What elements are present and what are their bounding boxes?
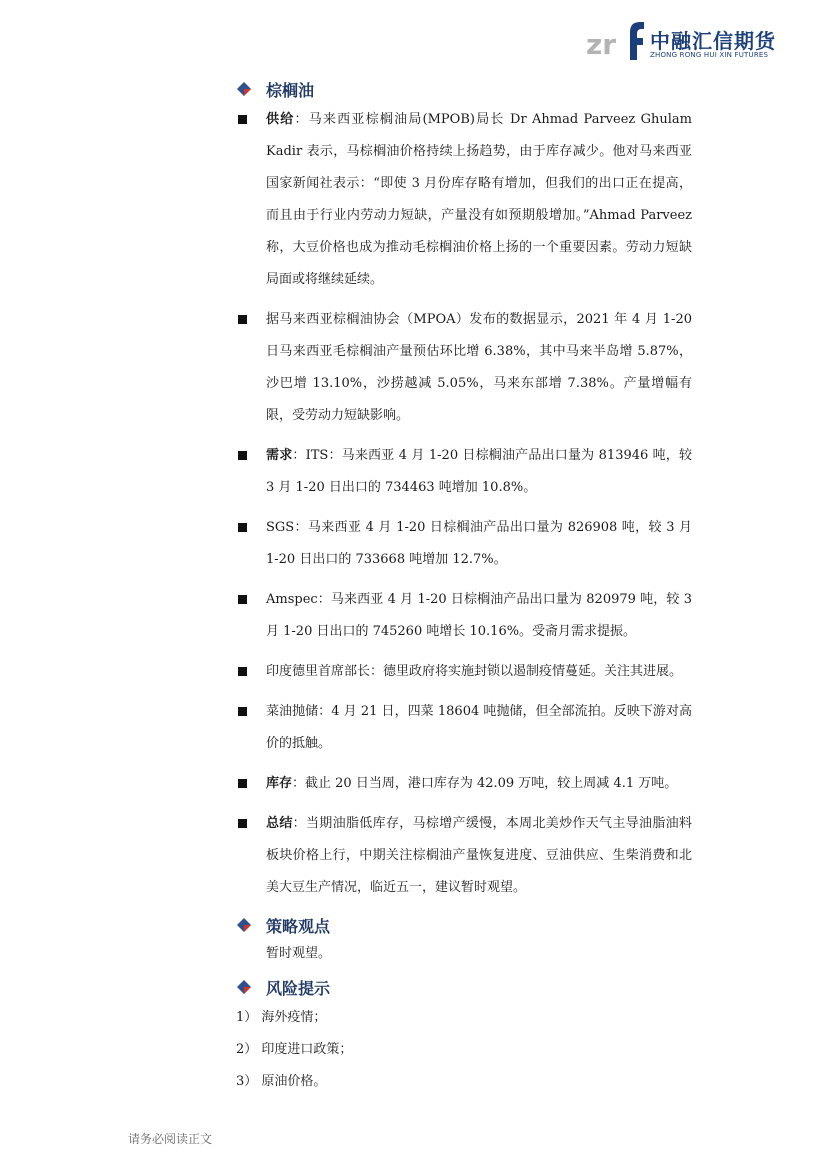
bullet-lead: 库存: [266, 776, 293, 791]
bullet-text: Amspec：马来西亚 4 月 1-20 日棕榈油产品出口量为 820979 吨，较 3 月 1-20 日出口的 745260 吨增长 10.16%。受斋月需求提振。: [266, 592, 692, 639]
section-title: 棕榈油: [266, 81, 315, 100]
square-bullet-icon: [238, 819, 247, 828]
diamond-bullet-icon: [236, 81, 252, 97]
square-bullet-icon: [238, 707, 247, 716]
report-body: [236, 76, 692, 1098]
bullet-text: 印度德里首席部长：德里政府将实施封锁以遏制疫情蔓延。关注其进展。: [266, 664, 683, 679]
risk-item: 3） 原油价格。: [236, 1074, 327, 1089]
risk-item: 2） 印度进口政策；: [236, 1042, 353, 1057]
list-item: [236, 104, 692, 296]
list-item: [236, 512, 692, 576]
bullet-text: SGS：马来西亚 4 月 1-20 日棕榈油产品出口量为 826908 吨，较 3 月 1-20 日出口的 733668 吨增加 12.7%。: [266, 520, 692, 567]
company-logo: [586, 20, 776, 64]
svg-text:zr: zr: [586, 28, 617, 61]
bullet-text: 菜油抛储：4 月 21 日，四菜 18604 吨抛储，但全部流拍。反映下游对高价的抵触。: [266, 704, 692, 751]
bullet-lead: 总结: [266, 816, 293, 831]
bullet-text: ：ITS：马来西亚 4 月 1-20 日棕榈油产品出口量为 813946 吨，较 3 月 1-20 日出口的 734463 吨增加 10.8%。: [266, 448, 692, 495]
bullet-text: 据马来西亚棕榈油协会（MPOA）发布的数据显示，2021 年 4 月 1-20 日马来西亚毛棕榈油产量预估环比增 6.38%，其中马来半岛增 5.87%，沙巴增 13.10%，沙捞越减 5.05%，马来东部增 7.38%。产量增幅有限，受劳动力短缺影响。: [266, 312, 692, 423]
section-title: 策略观点: [266, 917, 331, 936]
square-bullet-icon: [238, 523, 247, 532]
section-heading-risk: [236, 974, 692, 1002]
list-item: [236, 808, 692, 904]
bullet-lead: 需求: [266, 448, 293, 463]
section-heading-palm-oil: [236, 76, 692, 104]
diamond-bullet-icon: [236, 979, 252, 995]
square-bullet-icon: [238, 595, 247, 604]
square-bullet-icon: [238, 115, 247, 124]
square-bullet-icon: [238, 451, 247, 460]
list-item: [236, 768, 692, 800]
list-item: [236, 584, 692, 648]
strategy-text: 暂时观望。: [266, 946, 332, 961]
zrf-logo-mark: [586, 20, 646, 62]
section-title: 风险提示: [266, 979, 331, 998]
logo-text-cn: 中融汇信期货: [650, 29, 776, 53]
footer-note: 请务必阅读正文: [128, 1132, 213, 1146]
list-item: [236, 304, 692, 432]
bullet-text: ：截止 20 日当周，港口库存为 42.09 万吨，较上周减 4.1 万吨。: [292, 776, 678, 791]
diamond-bullet-icon: [236, 917, 252, 933]
square-bullet-icon: [238, 779, 247, 788]
section-heading-strategy: [236, 912, 692, 940]
list-item: [236, 440, 692, 504]
risk-item: 1） 海外疫情；: [236, 1010, 327, 1025]
list-item: [236, 656, 692, 688]
list-item: [236, 696, 692, 760]
square-bullet-icon: [238, 315, 247, 324]
bullet-text: ：马来西亚棕榈油局(MPOB)局长 Dr Ahmad Parveez Ghulam Kadir 表示，马棕榈油价格持续上扬趋势，由于库存减少。他对马来西亚国家新闻社表示：“即使 3 月份库存略有增加，但我们的出口正在提高，而且由于行业内劳动力短缺，产量没有如预期般增加。”Ahmad Parveez 称，大豆价格也成为推动毛棕榈油价格上扬的一个重要因素。劳动力短缺局面或将继续延续。: [266, 112, 692, 287]
logo-text-en: ZHONG RONG HUI XIN FUTURES: [650, 51, 769, 59]
square-bullet-icon: [238, 667, 247, 676]
bullet-text: ：当期油脂低库存，马棕增产缓慢，本周北美炒作天气主导油脂油料板块价格上行，中期关注棕榈油产量恢复进度、豆油供应、生柴消费和北美大豆生产情况，临近五一，建议暂时观望。: [266, 816, 692, 895]
bullet-lead: 供给: [266, 112, 295, 127]
